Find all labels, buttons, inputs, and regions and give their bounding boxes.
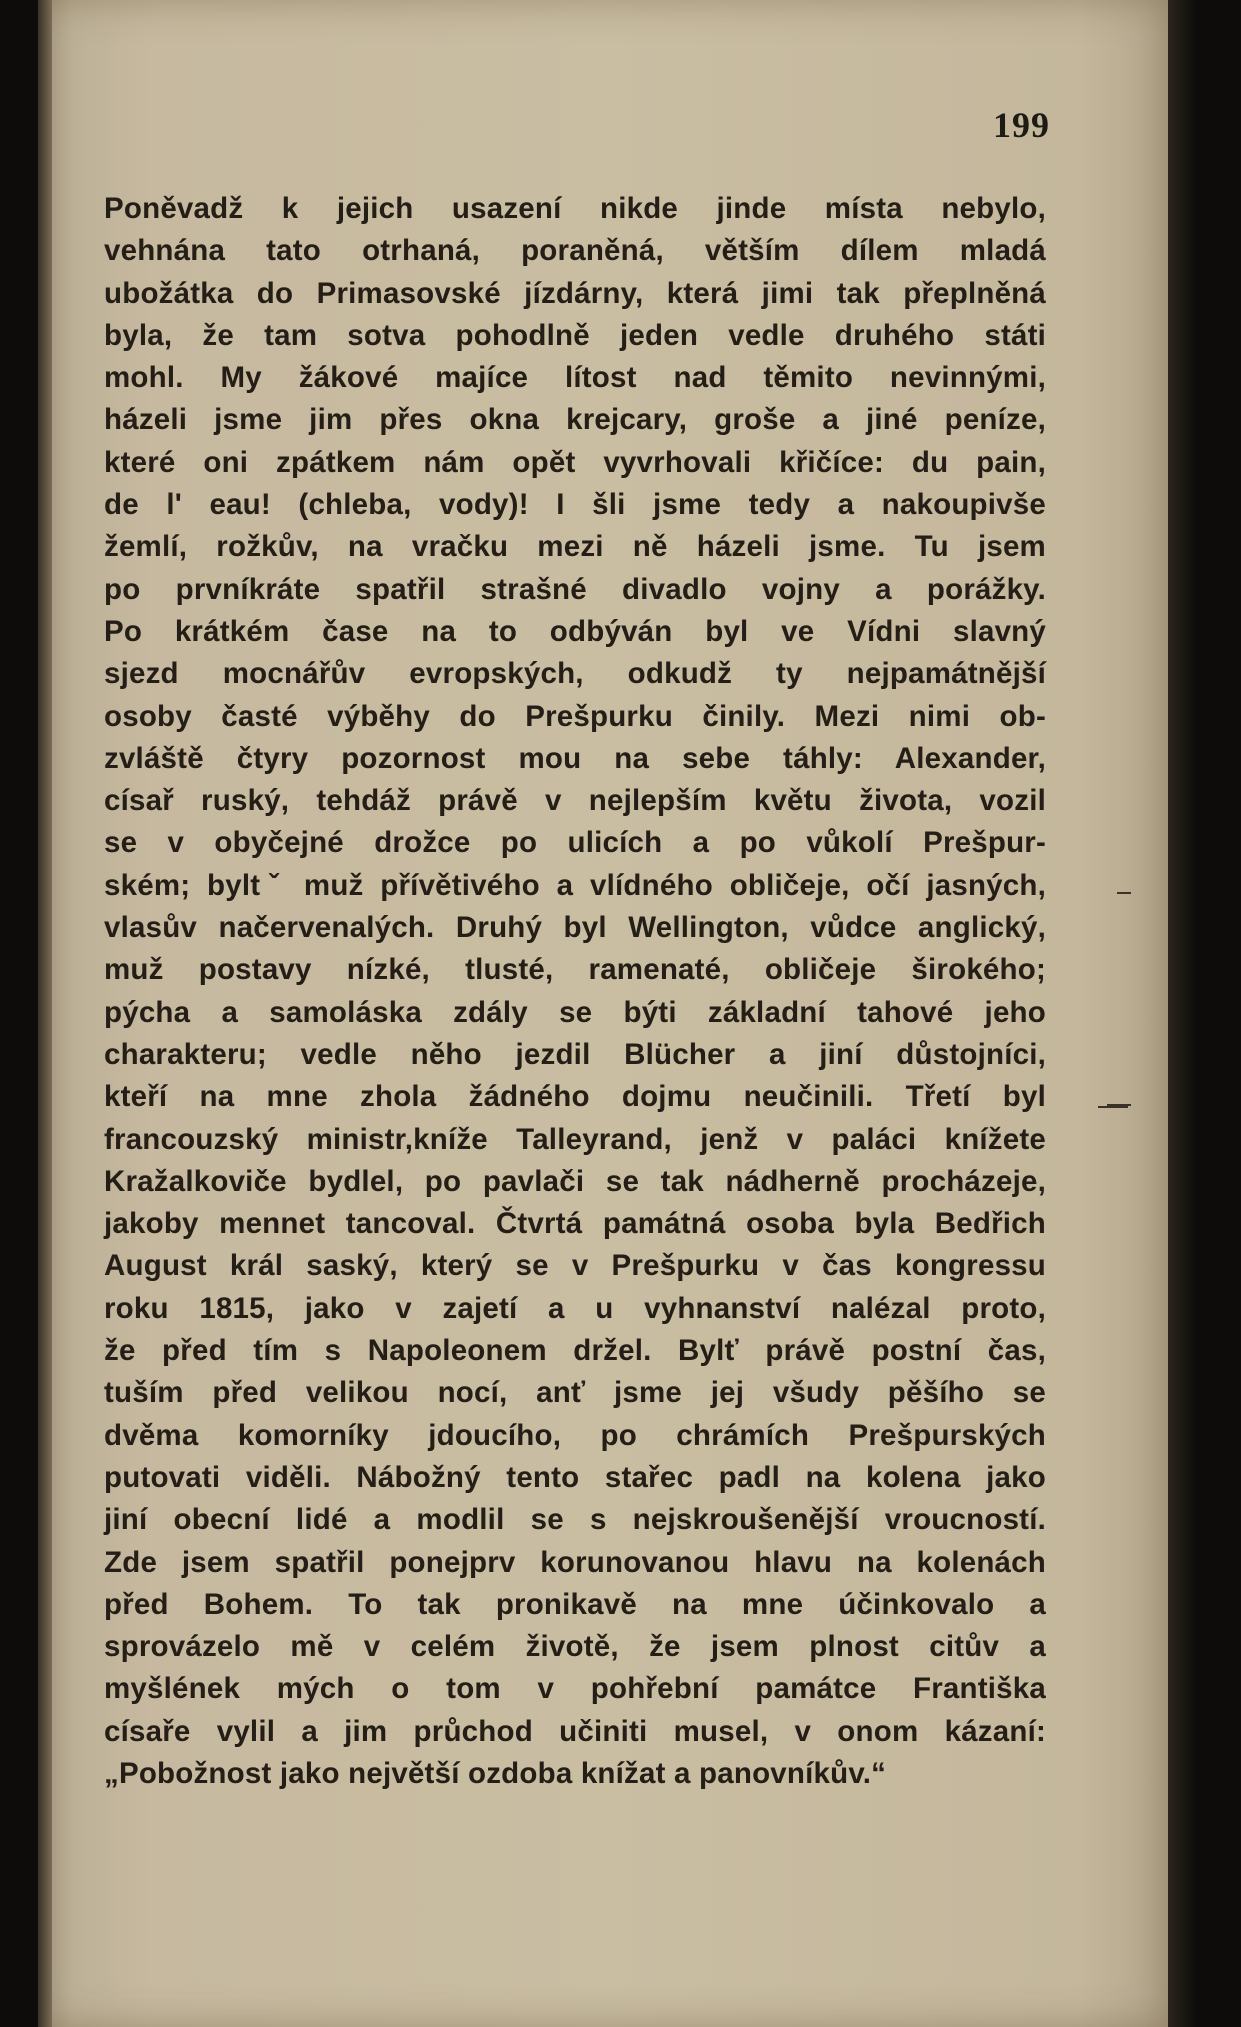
text-line: tuším před velikou nocí, anť jsme jej všudy pěšího se bbox=[104, 1376, 1046, 1410]
text-line: vlasův načervenalých. Druhý byl Wellington, vůdce anglický, bbox=[104, 911, 1046, 945]
text-line: císař ruský, tehdáž právě v nejlepším květu života, vozil bbox=[104, 784, 1046, 818]
text-line: mohl. My žákové majíce lítost nad těmito nevinnými, bbox=[104, 361, 1046, 395]
text-line: že před tím s Napoleonem držel. Bylť právě postní čas, bbox=[104, 1334, 1046, 1368]
text-line: které oni zpátkem nám opět vyvrhovali křičíce: du pain, bbox=[104, 445, 1046, 479]
text-line: Poněvadž k jejich usazení nikde jinde místa nebylo, bbox=[104, 192, 1046, 225]
text-line: francouzský ministr,kníže Talleyrand, jenž v paláci knížete bbox=[104, 1122, 1046, 1156]
text-line: Zde jsem spatřil ponejprv korunovanou hlavu na kolenách bbox=[104, 1545, 1046, 1579]
text-line: vehnána tato otrhaná, poraněná, větším dílem mladá bbox=[104, 234, 1046, 268]
text-line: jiní obecní lidé a modlil se s nejskroušenější vroucností. bbox=[104, 1503, 1046, 1537]
text-line: myšlének mých o tom v pohřební památce Františka bbox=[104, 1672, 1046, 1706]
text-line: muž postavy nízké, tlusté, ramenaté, obličeje širokého; bbox=[104, 953, 1046, 987]
text-line: před Bohem. To tak pronikavě na mne účinkovalo a bbox=[104, 1587, 1046, 1621]
text-line: osoby časté výběhy do Prešpurku činily. Mezi nimi ob- bbox=[104, 699, 1046, 733]
text-line: de l' eau! (chleba, vody)! I šli jsme tedy a nakoupivše bbox=[104, 488, 1046, 522]
page-binding-edge bbox=[38, 0, 52, 2027]
text-line: házeli jsme jim přes okna krejcary, groše a jiné peníze, bbox=[104, 403, 1046, 437]
text-line: roku 1815, jako v zajetí a u vyhnanství nalézal proto, bbox=[104, 1291, 1046, 1325]
text-line: císaře vylil a jim průchod učiniti musel, v onom kázaní: bbox=[104, 1714, 1046, 1748]
text-line: se v obyčejné drožce po ulicích a po vůkolí Prešpur- bbox=[104, 826, 1046, 860]
text-line: Po krátkém čase na to odbýván byl ve Vídni slavný bbox=[104, 614, 1046, 648]
text-line: jakoby mennet tancoval. Čtvrtá památná osoba byla Bedřich bbox=[104, 1207, 1046, 1241]
text-line: sjezd mocnářův evropských, odkudž ty nejpamátnější bbox=[104, 657, 1046, 691]
text-line: August král saský, který se v Prešpurku v čas kongressu bbox=[104, 1249, 1046, 1283]
text-line: charakteru; vedle něho jezdil Blücher a jiní důstojníci, bbox=[104, 1037, 1046, 1071]
text-line: sprovázelo mě v celém životě, že jsem plnost citův a bbox=[104, 1630, 1046, 1664]
text-line: zvláště čtyry pozornost mou na sebe táhly: Alexander, bbox=[104, 741, 1046, 775]
text-line: kteří na mne zhola žádného dojmu neučinili. Třetí byl bbox=[104, 1080, 1046, 1114]
text-line: „Pobožnost jako největší ozdoba knížat a panovníkův.“ bbox=[104, 1756, 887, 1790]
text-line: ském; byltˇ muž přívětivého a vlídného obličeje, očí jasných, bbox=[104, 868, 1046, 902]
text-line: ubožátka do Primasovské jízdárny, která jimi tak přeplněná bbox=[104, 276, 1046, 310]
text-line: dvěma komorníky jdoucího, po chrámích Prešpurských bbox=[104, 1418, 1046, 1452]
margin-mark bbox=[1098, 1106, 1128, 1108]
text-line: byla, že tam sotva pohodlně jeden vedle druhého státi bbox=[104, 318, 1046, 352]
text-line: putovati viděli. Nábožný tento stařec padl na kolena jako bbox=[104, 1460, 1046, 1494]
text-line: Kražalkoviče bydlel, po pavlači se tak nádherně procházeje, bbox=[104, 1164, 1046, 1198]
text-line: po prvníkráte spatřil strašné divadlo vojny a porážky. bbox=[104, 572, 1046, 606]
text-line: pýcha a samoláska zdály se býti základní tahové jeho bbox=[104, 995, 1046, 1029]
page-number: 199 bbox=[993, 105, 1050, 145]
dark-scan-edge bbox=[1168, 0, 1241, 2027]
margin-mark bbox=[1117, 892, 1131, 894]
text-line: žemlí, rožkův, na vračku mezi ně házeli jsme. Tu jsem bbox=[104, 530, 1046, 564]
body-text bbox=[104, 188, 1046, 1795]
